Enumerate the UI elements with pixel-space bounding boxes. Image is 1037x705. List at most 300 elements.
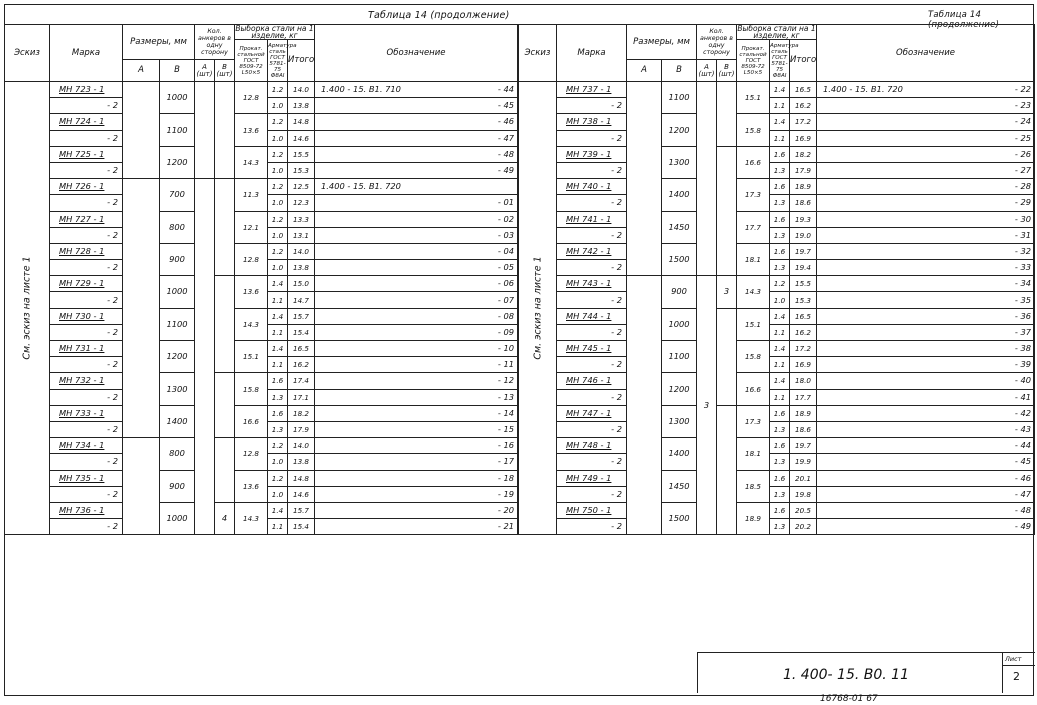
oboznachenie-cell: - 19 — [315, 486, 518, 502]
oboznachenie-cell: - 48 — [315, 146, 518, 162]
oboznachenie-cell: - 31 — [817, 227, 1035, 243]
itogo-cell: 16.5 — [288, 341, 315, 357]
armatura-cell: 1.6 — [770, 470, 790, 486]
table-row — [519, 421, 1035, 437]
header-razmery: Размеры, мм — [627, 25, 697, 60]
armatura-cell: 1.3 — [770, 421, 790, 437]
marka-cell: - 2 — [50, 421, 123, 437]
prokat-cell: 15.8 — [235, 373, 268, 405]
oboznachenie-cell: - 32 — [817, 243, 1035, 259]
oboznachenie-cell: - 48 — [817, 502, 1035, 518]
armatura-cell: 1.1 — [770, 98, 790, 114]
table-row — [5, 276, 518, 292]
prokat-cell: 18.1 — [737, 438, 770, 470]
prokat-cell: 18.5 — [737, 470, 770, 502]
table-row — [5, 243, 518, 259]
armatura-cell: 1.1 — [770, 324, 790, 340]
armatura-cell: 1.2 — [770, 276, 790, 292]
oboznachenie-cell: - 18 — [315, 470, 518, 486]
table-row — [519, 454, 1035, 470]
armatura-cell: 1.2 — [268, 211, 288, 227]
itogo-cell: 14.0 — [288, 243, 315, 259]
table-row — [519, 405, 1035, 421]
sheet-number-box — [1002, 653, 1035, 693]
marka-cell — [557, 276, 627, 292]
itogo-cell: 13.8 — [288, 454, 315, 470]
sheet-number: 2 — [1013, 670, 1020, 683]
marka-text: МН 742 - 1 — [566, 245, 612, 256]
b-cell: 1400 — [160, 405, 195, 437]
marka-cell: - 2 — [50, 519, 123, 535]
marka-cell: - 2 — [50, 357, 123, 373]
prokat-cell: 18.1 — [737, 243, 770, 275]
itogo-cell: 20.1 — [790, 470, 817, 486]
armatura-cell: 1.0 — [268, 162, 288, 178]
marka-cell: - 2 — [50, 292, 123, 308]
oboznachenie-cell: - 14 — [315, 405, 518, 421]
itogo-cell: 16.9 — [790, 130, 817, 146]
marka-cell — [557, 502, 627, 518]
b-cell: 1400 — [662, 438, 697, 470]
armatura-cell: 1.2 — [268, 146, 288, 162]
armatura-cell: 1.6 — [770, 438, 790, 454]
an_a-cell — [697, 82, 717, 276]
itogo-cell: 17.7 — [790, 389, 817, 405]
marka-text: МН 750 - 1 — [566, 504, 612, 515]
table-row — [519, 470, 1035, 486]
oboznachenie-cell: - 36 — [817, 308, 1035, 324]
itogo-cell: 15.4 — [288, 519, 315, 535]
marka-cell — [50, 341, 123, 357]
armatura-cell: 1.0 — [268, 195, 288, 211]
header-a: А — [123, 60, 160, 82]
marka-cell: - 2 — [50, 454, 123, 470]
itogo-cell: 15.0 — [288, 276, 315, 292]
marka-cell: - 2 — [557, 389, 627, 405]
oboznachenie-suffix: - 44 — [497, 84, 515, 95]
prokat-cell: 14.3 — [235, 502, 268, 534]
title-block — [697, 652, 1035, 693]
eskiz-note — [5, 82, 50, 535]
table-row — [519, 82, 1035, 98]
prokat-cell: 12.8 — [235, 243, 268, 275]
oboznachenie-cell: - 27 — [817, 162, 1035, 178]
table-row — [5, 211, 518, 227]
itogo-cell: 13.8 — [288, 260, 315, 276]
oboznachenie-cell: - 21 — [315, 519, 518, 535]
itogo-cell: 16.9 — [790, 357, 817, 373]
armatura-cell: 1.1 — [268, 519, 288, 535]
marka-cell — [557, 341, 627, 357]
oboznachenie-cell: - 47 — [315, 130, 518, 146]
oboznachenie-cell: - 33 — [817, 260, 1035, 276]
oboznachenie-cell: - 38 — [817, 341, 1035, 357]
marka-cell — [557, 308, 627, 324]
table-row — [5, 146, 518, 162]
marka-text: МН 723 - 1 — [59, 84, 105, 95]
marka-cell — [50, 82, 123, 98]
marka-cell — [50, 308, 123, 324]
marka-cell: - 2 — [557, 519, 627, 535]
itogo-cell: 14.8 — [288, 470, 315, 486]
marka-cell: - 2 — [557, 260, 627, 276]
header-prokat: Прокат. стальной ГОСТ 8509-72 L50×5 — [235, 40, 268, 82]
marka-cell: - 2 — [557, 324, 627, 340]
header-marka: Марка — [557, 25, 627, 82]
marka-cell — [557, 470, 627, 486]
marka-cell — [557, 82, 627, 98]
itogo-cell: 18.2 — [288, 405, 315, 421]
marka-text: МН 749 - 1 — [566, 472, 612, 483]
oboznachenie-cell: - 24 — [817, 114, 1035, 130]
armatura-cell: 1.1 — [268, 292, 288, 308]
header-vyborka: Выборка стали на 1 изделие, кг — [235, 24, 314, 40]
table-row — [5, 470, 518, 486]
itogo-cell: 16.2 — [790, 98, 817, 114]
marka-text: МН 741 - 1 — [566, 213, 612, 224]
oboznachenie-cell: - 29 — [817, 195, 1035, 211]
prokat-cell: 13.6 — [235, 276, 268, 308]
table-row — [519, 260, 1035, 276]
table-row — [5, 114, 518, 130]
marka-cell: - 2 — [557, 292, 627, 308]
armatura-cell: 1.4 — [770, 114, 790, 130]
header-eskiz: Эскиз — [5, 25, 50, 82]
oboznachenie-cell: - 05 — [315, 260, 518, 276]
b-cell: 1100 — [160, 114, 195, 146]
itogo-cell: 15.3 — [790, 292, 817, 308]
armatura-cell: 1.6 — [770, 211, 790, 227]
itogo-cell: 14.0 — [288, 82, 315, 98]
marka-text: МН 736 - 1 — [59, 504, 105, 515]
itogo-cell: 17.4 — [288, 373, 315, 389]
itogo-cell: 14.0 — [288, 438, 315, 454]
b-cell: 1100 — [662, 82, 697, 114]
b-cell: 1000 — [662, 308, 697, 340]
armatura-cell: 1.3 — [268, 421, 288, 437]
marka-cell — [50, 243, 123, 259]
oboznachenie-prefix: 1.400 - 15. В1. 720 — [321, 181, 401, 192]
marka-text: МН 745 - 1 — [566, 343, 612, 354]
an_a-cell — [195, 179, 215, 535]
table-row — [519, 357, 1035, 373]
armatura-cell: 1.3 — [770, 260, 790, 276]
oboznachenie-cell: - 42 — [817, 405, 1035, 421]
marka-text: МН 730 - 1 — [59, 310, 105, 321]
marka-text: МН 737 - 1 — [566, 84, 612, 95]
oboznachenie-cell: - 08 — [315, 308, 518, 324]
marka-cell — [50, 146, 123, 162]
table-row — [519, 211, 1035, 227]
itogo-cell: 12.5 — [288, 179, 315, 195]
prokat-cell: 16.6 — [737, 373, 770, 405]
marka-text: МН 744 - 1 — [566, 310, 612, 321]
armatura-cell: 1.2 — [268, 114, 288, 130]
prokat-cell: 13.6 — [235, 114, 268, 146]
header-armatura: Арматура сталь ГОСТ 5781-75 Ф8АI — [770, 40, 790, 82]
armatura-cell: 1.4 — [268, 276, 288, 292]
marka-text: МН 738 - 1 — [566, 116, 612, 127]
marka-cell — [557, 114, 627, 130]
prokat-cell: 13.6 — [235, 470, 268, 502]
table-row — [519, 373, 1035, 389]
header-razmery: Размеры, мм — [123, 25, 195, 60]
prokat-cell: 15.1 — [737, 82, 770, 114]
a-cell — [123, 438, 160, 535]
marka-cell: - 2 — [50, 389, 123, 405]
an_b-cell — [717, 405, 737, 535]
itogo-cell: 13.1 — [288, 227, 315, 243]
armatura-cell: 1.3 — [770, 519, 790, 535]
armatura-cell: 1.6 — [770, 179, 790, 195]
armatura-cell: 1.1 — [268, 324, 288, 340]
marka-cell — [557, 243, 627, 259]
prokat-cell: 15.1 — [235, 341, 268, 373]
marka-text: МН 728 - 1 — [59, 245, 105, 256]
itogo-cell: 18.9 — [790, 179, 817, 195]
prokat-cell: 17.3 — [737, 179, 770, 211]
marka-cell: - 2 — [50, 227, 123, 243]
oboznachenie-cell: - 17 — [315, 454, 518, 470]
armatura-cell: 1.0 — [268, 130, 288, 146]
itogo-cell: 14.6 — [288, 486, 315, 502]
header-b: В — [662, 60, 697, 82]
oboznachenie-cell: - 34 — [817, 276, 1035, 292]
table-row — [519, 162, 1035, 178]
armatura-cell: 1.1 — [770, 389, 790, 405]
table-row — [519, 130, 1035, 146]
b-cell: 1300 — [662, 146, 697, 178]
marka-cell: - 2 — [50, 98, 123, 114]
marka-text: МН 735 - 1 — [59, 472, 105, 483]
itogo-cell: 15.5 — [288, 146, 315, 162]
oboznachenie-cell: - 44 — [817, 438, 1035, 454]
marka-text: МН 729 - 1 — [59, 278, 105, 289]
spec-table-right — [518, 24, 1035, 535]
table-row — [5, 341, 518, 357]
marka-cell: - 2 — [50, 486, 123, 502]
header-ankery: Кол. анкеров в одну сторону — [195, 25, 235, 60]
oboznachenie-cell: - 09 — [315, 324, 518, 340]
oboznachenie-cell: - 49 — [817, 519, 1035, 535]
table-row — [5, 82, 518, 98]
b-cell: 1100 — [662, 341, 697, 373]
header-oboznachenie: Обозначение — [315, 25, 518, 82]
prokat-cell: 16.6 — [235, 405, 268, 437]
itogo-cell: 16.5 — [790, 82, 817, 98]
itogo-cell: 17.2 — [790, 114, 817, 130]
itogo-cell: 14.7 — [288, 292, 315, 308]
table-row — [519, 276, 1035, 292]
armatura-cell: 1.3 — [770, 162, 790, 178]
armatura-cell: 1.4 — [268, 341, 288, 357]
armatura-cell: 1.2 — [268, 243, 288, 259]
marka-cell — [557, 179, 627, 195]
table-row — [519, 502, 1035, 518]
oboznachenie-cell: - 47 — [817, 486, 1035, 502]
prokat-cell: 17.7 — [737, 211, 770, 243]
armatura-cell: 1.0 — [268, 486, 288, 502]
spec-table-left — [4, 24, 518, 535]
oboznachenie-cell: - 39 — [817, 357, 1035, 373]
header-oboznachenie: Обозначение — [817, 25, 1035, 82]
marka-cell: - 2 — [50, 195, 123, 211]
itogo-cell: 14.6 — [288, 130, 315, 146]
marka-cell — [557, 211, 627, 227]
marka-text: МН 743 - 1 — [566, 278, 612, 289]
oboznachenie-cell: - 49 — [315, 162, 518, 178]
itogo-cell: 15.5 — [790, 276, 817, 292]
itogo-cell: 18.6 — [790, 195, 817, 211]
marka-cell — [557, 438, 627, 454]
header-a: А — [627, 60, 662, 82]
itogo-cell: 18.9 — [790, 405, 817, 421]
oboznachenie-cell: - 30 — [817, 211, 1035, 227]
prokat-cell: 12.1 — [235, 211, 268, 243]
table-row — [519, 114, 1035, 130]
eskiz-reference: См. эскиз на листе 1 — [21, 256, 33, 360]
itogo-cell: 19.7 — [790, 438, 817, 454]
armatura-cell: 1.3 — [770, 195, 790, 211]
b-cell: 900 — [160, 470, 195, 502]
armatura-cell: 1.0 — [268, 454, 288, 470]
oboznachenie-cell: - 40 — [817, 373, 1035, 389]
itogo-cell: 15.3 — [288, 162, 315, 178]
an_a-cell — [195, 82, 215, 179]
armatura-cell: 1.6 — [770, 502, 790, 518]
itogo-cell: 17.2 — [790, 341, 817, 357]
oboznachenie-cell — [315, 179, 518, 195]
table-row — [519, 292, 1035, 308]
marka-cell — [50, 405, 123, 421]
marka-cell: - 2 — [557, 486, 627, 502]
oboznachenie-cell: - 15 — [315, 421, 518, 437]
oboznachenie-cell: - 41 — [817, 389, 1035, 405]
an_b-cell: 3 — [717, 276, 737, 308]
oboznachenie-cell: - 07 — [315, 292, 518, 308]
armatura-cell: 1.6 — [770, 243, 790, 259]
marka-text: МН 732 - 1 — [59, 375, 105, 386]
table-row — [519, 227, 1035, 243]
armatura-cell: 1.1 — [770, 130, 790, 146]
oboznachenie-cell: - 01 — [315, 195, 518, 211]
itogo-cell: 12.3 — [288, 195, 315, 211]
itogo-cell: 19.7 — [790, 243, 817, 259]
header-b: В — [160, 60, 195, 82]
armatura-cell: 1.6 — [268, 405, 288, 421]
itogo-cell: 19.4 — [790, 260, 817, 276]
b-cell: 800 — [160, 438, 195, 470]
oboznachenie-cell: - 23 — [817, 98, 1035, 114]
itogo-cell: 18.6 — [790, 421, 817, 437]
an_a-cell: 3 — [697, 276, 717, 535]
an_b-cell — [215, 82, 235, 179]
armatura-cell: 1.0 — [770, 292, 790, 308]
oboznachenie-cell: - 37 — [817, 324, 1035, 340]
prokat-cell: 15.8 — [737, 341, 770, 373]
oboznachenie-cell: - 20 — [315, 502, 518, 518]
an_b-cell — [717, 308, 737, 405]
armatura-cell: 1.4 — [770, 373, 790, 389]
b-cell: 1200 — [160, 341, 195, 373]
armatura-cell: 1.3 — [770, 486, 790, 502]
marka-text: МН 747 - 1 — [566, 407, 612, 418]
oboznachenie-cell — [315, 82, 518, 98]
b-cell: 1500 — [662, 502, 697, 534]
an_b-cell: 4 — [215, 502, 235, 534]
table-row — [519, 195, 1035, 211]
header-vyborka: Выборка стали на 1 изделие, кг — [737, 24, 816, 40]
marka-cell — [50, 373, 123, 389]
marka-text: МН 726 - 1 — [59, 181, 105, 192]
oboznachenie-cell: - 12 — [315, 373, 518, 389]
prokat-cell: 14.3 — [235, 146, 268, 178]
oboznachenie-cell: - 16 — [315, 438, 518, 454]
oboznachenie-cell: - 03 — [315, 227, 518, 243]
armatura-cell: 1.0 — [268, 227, 288, 243]
itogo-cell: 19.3 — [790, 211, 817, 227]
itogo-cell: 17.9 — [288, 421, 315, 437]
header-b-sht: В (шт) — [717, 60, 737, 82]
oboznachenie-cell: - 13 — [315, 389, 518, 405]
itogo-cell: 13.8 — [288, 98, 315, 114]
b-cell: 1200 — [662, 373, 697, 405]
prokat-cell: 16.6 — [737, 146, 770, 178]
marka-cell: - 2 — [50, 130, 123, 146]
table-row — [519, 519, 1035, 535]
sheet-label: Лист — [1005, 655, 1022, 663]
header-a-sht: А (шт) — [195, 60, 215, 82]
table-row — [519, 486, 1035, 502]
armatura-cell: 1.0 — [268, 260, 288, 276]
marka-text: МН 740 - 1 — [566, 181, 612, 192]
b-cell: 800 — [160, 211, 195, 243]
prokat-cell: 14.3 — [235, 308, 268, 340]
armatura-cell: 1.1 — [770, 357, 790, 373]
table-row — [519, 243, 1035, 259]
an_b-cell — [717, 82, 737, 147]
armatura-cell: 1.4 — [268, 502, 288, 518]
table-row — [5, 502, 518, 518]
table-row — [5, 308, 518, 324]
itogo-cell: 19.9 — [790, 454, 817, 470]
oboznachenie-cell: - 35 — [817, 292, 1035, 308]
oboznachenie-prefix: 1.400 - 15. В1. 710 — [321, 84, 401, 95]
b-cell: 1000 — [160, 82, 195, 114]
itogo-cell: 18.0 — [790, 373, 817, 389]
prokat-cell: 15.8 — [737, 114, 770, 146]
b-cell: 1400 — [662, 179, 697, 211]
marka-text: МН 724 - 1 — [59, 116, 105, 127]
document-code: 1. 400- 15. В0. 11 — [783, 667, 909, 683]
b-cell: 1100 — [160, 308, 195, 340]
marka-cell — [50, 470, 123, 486]
marka-text: МН 739 - 1 — [566, 148, 612, 159]
header-a-sht: А (шт) — [697, 60, 717, 82]
header-itogo: Итого — [288, 40, 315, 82]
table-row — [519, 98, 1035, 114]
armatura-cell: 1.6 — [268, 373, 288, 389]
table-row — [519, 341, 1035, 357]
marka-cell: - 2 — [557, 227, 627, 243]
itogo-cell: 16.5 — [790, 308, 817, 324]
b-cell: 1200 — [662, 114, 697, 146]
itogo-cell: 16.2 — [288, 357, 315, 373]
table-row — [5, 405, 518, 421]
armatura-cell: 1.2 — [268, 438, 288, 454]
b-cell: 700 — [160, 179, 195, 211]
table-row — [5, 438, 518, 454]
